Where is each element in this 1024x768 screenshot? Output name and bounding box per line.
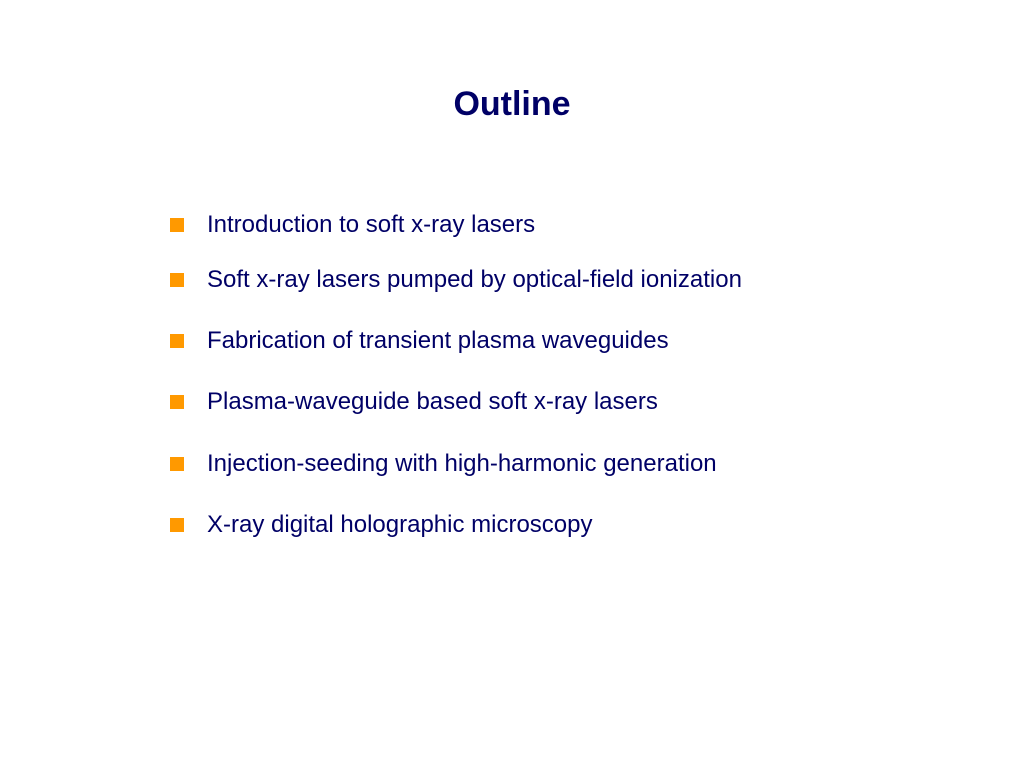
list-item-text: X-ray digital holographic microscopy [207,511,593,538]
square-bullet-icon [170,334,184,348]
list-item [170,385,970,419]
list-item-text: Plasma-waveguide based soft x-ray lasers [207,388,658,415]
list-item-text: Soft x-ray lasers pumped by optical-field ionization [207,266,742,293]
list-item [170,324,970,358]
list-item-text: Injection-seeding with high-harmonic generation [207,450,717,477]
list-item [170,208,970,242]
list-item-text: Fabrication of transient plasma waveguides [207,327,669,354]
slide-title: Outline [453,85,571,123]
square-bullet-icon [170,518,184,532]
list-item [170,447,970,481]
list-item [170,263,970,297]
list-item [170,508,970,542]
square-bullet-icon [170,218,184,232]
square-bullet-icon [170,273,184,287]
square-bullet-icon [170,395,184,409]
list-item-text: Introduction to soft x-ray lasers [207,211,536,238]
square-bullet-icon [170,457,184,471]
